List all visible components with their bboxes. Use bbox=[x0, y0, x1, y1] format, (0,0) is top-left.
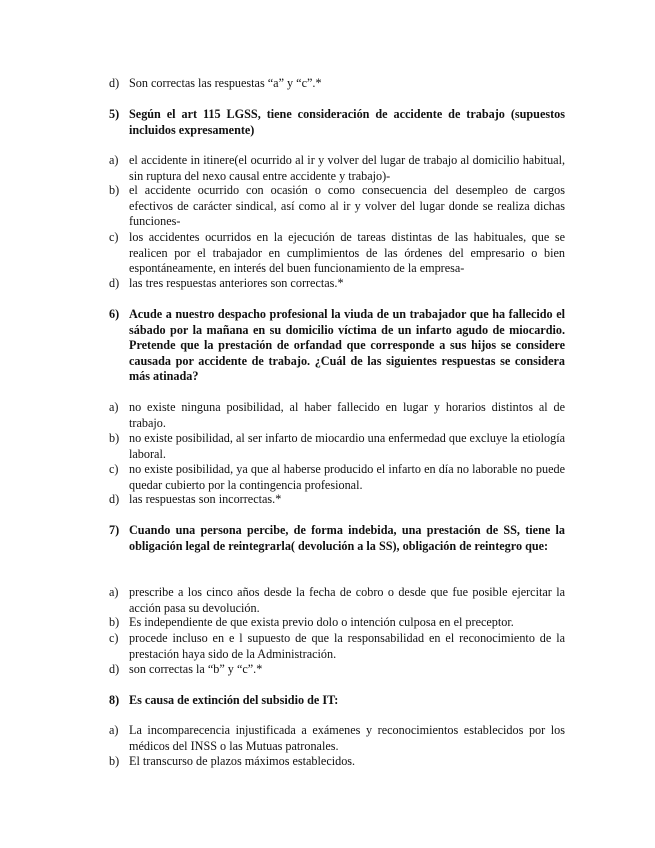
q7-option-b bbox=[109, 615, 565, 631]
option-text: no existe posibilidad, al ser infarto de miocardio una enfermedad que excluye la etiología laboral. bbox=[129, 431, 565, 461]
q5-option-c bbox=[109, 230, 565, 277]
option-label: b) bbox=[109, 183, 120, 197]
q5-option-d bbox=[109, 276, 565, 292]
option-text: La incomparecencia injustificada a exámenes y reconocimientos establecidos por los médicos del INSS o las Mutuas patronales. bbox=[129, 723, 565, 753]
option-prev-d bbox=[109, 76, 565, 92]
option-label: b) bbox=[109, 431, 120, 445]
q6-option-c bbox=[109, 462, 565, 493]
option-label: c) bbox=[109, 230, 119, 244]
q7-option-d bbox=[109, 662, 565, 678]
option-label: b) bbox=[109, 754, 120, 768]
q6-option-d bbox=[109, 492, 565, 508]
option-label: d) bbox=[109, 492, 120, 506]
option-text: los accidentes ocurridos en la ejecución de tareas distintas de las habituales, que se realicen por el trabajador en cumplimientos de las órdenes del empresario o bien espontáneamente, en interés del buen funcionamiento de la empresa- bbox=[129, 230, 565, 276]
option-text: son correctas la “b” y “c”.* bbox=[129, 662, 263, 676]
option-text: el accidente in itinere(el ocurrido al ir y volver del lugar de trabajo al domicilio habitual, sin ruptura del nexo causal entre accidente y trabajo)- bbox=[129, 153, 565, 183]
question-7 bbox=[109, 523, 565, 554]
option-text: procede incluso en e l supuesto de que la responsabilidad en el reconocimiento de la prestación haya sido de la Administración. bbox=[129, 631, 565, 661]
q6-option-b bbox=[109, 431, 565, 462]
option-label: a) bbox=[109, 723, 119, 737]
question-8 bbox=[109, 693, 565, 709]
option-label: a) bbox=[109, 585, 119, 599]
question-text: Acude a nuestro despacho profesional la viuda de un trabajador que ha fallecido el sábado por la mañana en su domicilio víctima de un infarto agudo de miocardio. Pretende que la prestación de orfandad que corresponde a sus hijos se considere causada por accidente de trabajo. ¿Cuál de las siguientes respuestas se considera más atinada? bbox=[129, 307, 565, 384]
question-text: Según el art 115 LGSS, tiene consideración de accidente de trabajo (supuestos incluidos expresamente) bbox=[129, 107, 565, 137]
option-text: no existe posibilidad, ya que al haberse producido el infarto en día no laborable no puede quedar cubierto por la contingencia profesional. bbox=[129, 462, 565, 492]
question-text: Es causa de extinción del subsidio de IT: bbox=[129, 693, 339, 707]
q5-option-b bbox=[109, 183, 565, 230]
q8-option-a bbox=[109, 723, 565, 754]
option-text: el accidente ocurrido con ocasión o como consecuencia del desempleo de cargos efectivos de carácter sindical, así como al ir y volver del lugar donde se realiza dichas funciones- bbox=[129, 183, 565, 229]
question-number: 6) bbox=[109, 307, 120, 321]
option-label: a) bbox=[109, 153, 119, 167]
option-label: d) bbox=[109, 276, 120, 290]
question-number: 7) bbox=[109, 523, 120, 537]
option-text: las tres respuestas anteriores son correctas.* bbox=[129, 276, 344, 290]
option-text: Es independiente de que exista previo dolo o intención culposa en el preceptor. bbox=[129, 615, 514, 629]
q7-option-c bbox=[109, 631, 565, 662]
option-text: Son correctas las respuestas “a” y “c”.* bbox=[129, 76, 322, 90]
question-5 bbox=[109, 107, 565, 138]
question-6 bbox=[109, 307, 565, 385]
option-text: las respuestas son incorrectas.* bbox=[129, 492, 282, 506]
q5-option-a bbox=[109, 153, 565, 184]
option-label: c) bbox=[109, 462, 119, 476]
option-label: a) bbox=[109, 400, 119, 414]
option-label: c) bbox=[109, 631, 119, 645]
q8-option-b bbox=[109, 754, 565, 770]
question-number: 8) bbox=[109, 693, 120, 707]
q6-option-a bbox=[109, 400, 565, 431]
option-label: d) bbox=[109, 662, 120, 676]
option-text: prescribe a los cinco años desde la fecha de cobro o desde que fue posible ejercitar la acción pasa su devolución. bbox=[129, 585, 565, 615]
option-text: no existe ninguna posibilidad, al haber fallecido en lugar y horarios distintos al de trabajo. bbox=[129, 400, 565, 430]
q7-option-a bbox=[109, 585, 565, 616]
option-label: d) bbox=[109, 76, 120, 90]
option-text: El transcurso de plazos máximos establecidos. bbox=[129, 754, 356, 768]
option-label: b) bbox=[109, 615, 120, 629]
question-text: Cuando una persona percibe, de forma indebida, una prestación de SS, tiene la obligación legal de reintegrarla( devolución a la SS), obligación de reintegro que: bbox=[129, 523, 565, 553]
question-number: 5) bbox=[109, 107, 120, 121]
